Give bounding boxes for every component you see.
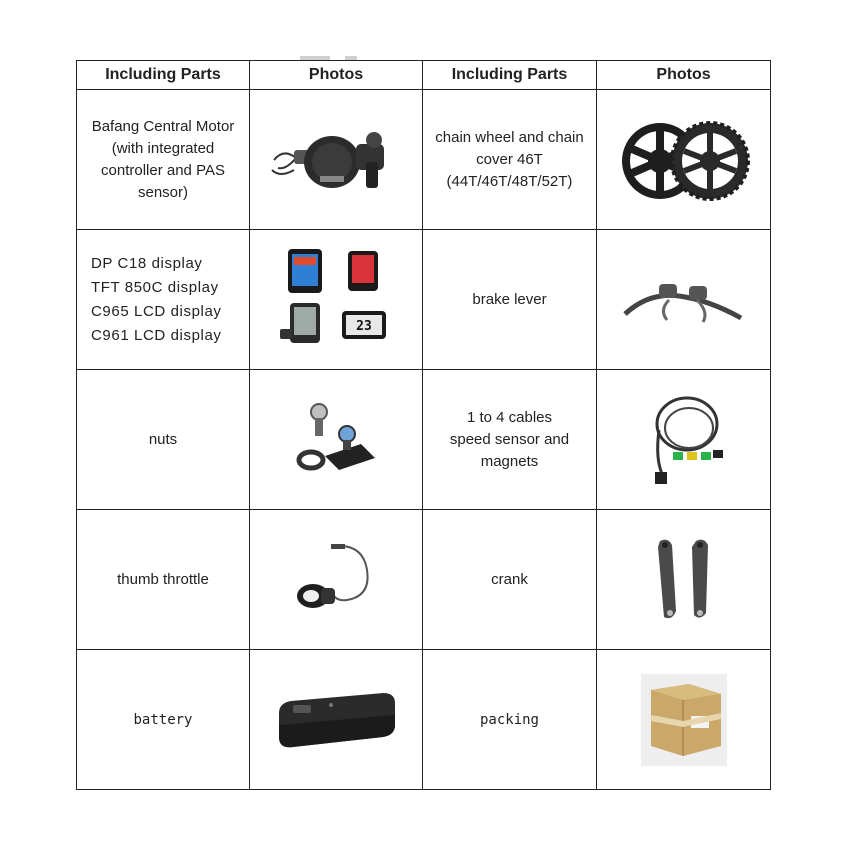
part-name-cell	[77, 650, 250, 790]
header-row	[77, 61, 771, 90]
displays-icon	[276, 245, 396, 355]
part-name-cell	[77, 510, 250, 650]
header-including-parts-2: Including Parts	[423, 61, 597, 90]
cables-icon	[639, 390, 729, 490]
part-name-chain-wheel: chain wheel and chain cover 46T (44T/46T/48T/52T)	[435, 128, 584, 190]
table-row	[77, 90, 771, 230]
header-photos-2: Photos	[597, 61, 771, 90]
mid-drive-motor-icon	[266, 120, 406, 200]
thumb-throttle-icon	[291, 540, 381, 620]
photo-cell	[597, 510, 771, 650]
photo-cell	[250, 370, 423, 510]
part-name-packing: packing	[479, 711, 539, 728]
photo-cell	[250, 90, 423, 230]
header-including-parts-1: Including Parts	[77, 61, 250, 90]
parts-table-frame	[76, 60, 770, 792]
part-name-displays: DP C18 display TFT 850C display C965 LCD display C961 LCD display	[91, 254, 222, 344]
part-name-thumb-throttle: thumb throttle	[117, 570, 209, 588]
part-name-cell	[77, 230, 250, 370]
photo-cell	[597, 90, 771, 230]
chainring-icon	[614, 115, 754, 205]
packing-box-icon	[639, 672, 729, 768]
table-row	[77, 230, 771, 370]
header-photos-1: Photos	[250, 61, 423, 90]
display-reading-text: 23	[356, 318, 372, 334]
photo-cell	[250, 510, 423, 650]
part-name-cell	[423, 650, 597, 790]
battery-icon	[271, 685, 401, 755]
table-row	[77, 510, 771, 650]
photo-cell	[597, 650, 771, 790]
crank-icon	[644, 535, 724, 625]
photo-cell	[597, 230, 771, 370]
part-name-cell	[77, 370, 250, 510]
part-name-cell	[423, 510, 597, 650]
part-name-cell	[423, 230, 597, 370]
part-name-crank: crank	[491, 570, 528, 588]
nuts-icon	[291, 400, 381, 480]
part-name-motor: Bafang Central Motor (with integrated controller and PAS sensor)	[91, 117, 235, 201]
part-name-cell	[423, 90, 597, 230]
table-row	[77, 650, 771, 790]
part-name-nuts: nuts	[148, 430, 178, 448]
part-name-cell	[77, 90, 250, 230]
part-name-brake-lever: brake lever	[472, 290, 547, 308]
photo-cell	[597, 370, 771, 510]
photo-cell	[250, 230, 423, 370]
table-row	[77, 370, 771, 510]
part-name-cell	[423, 370, 597, 510]
brake-lever-icon	[619, 270, 749, 330]
part-name-cables: 1 to 4 cables speed sensor and magnets	[449, 408, 570, 470]
parts-table	[76, 60, 771, 790]
photo-cell	[250, 650, 423, 790]
part-name-battery: battery	[133, 711, 193, 728]
